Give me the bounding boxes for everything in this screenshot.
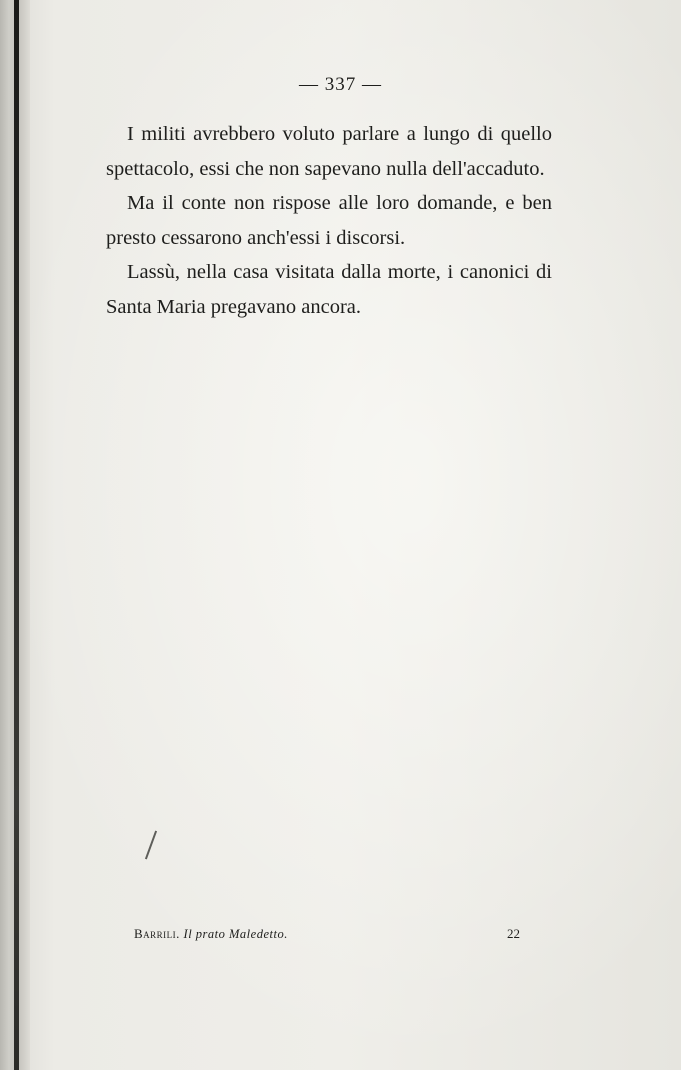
paragraph-2: Ma il conte non rispose alle loro domande, e ben presto cessarono anch'essi i discorsi. (106, 192, 552, 249)
pencil-mark (145, 831, 157, 860)
footer-author: Barrili. (134, 926, 180, 941)
footer-book-title (134, 926, 288, 942)
page-binding-edge (0, 0, 30, 1070)
page-number: — 337 — (299, 74, 382, 95)
binding-shadow-line (14, 0, 19, 1070)
paragraph-1: I militi avrebbero voluto parlare a lungo di quello spettacolo, essi che non sapevano nulla dell'accaduto. (106, 123, 552, 180)
body-text (106, 117, 552, 324)
paragraph-3: Lassù, nella casa visitata dalla morte, i canonici di Santa Maria pregavano ancora. (106, 261, 552, 318)
footer-title: Il prato Maledetto. (183, 927, 288, 941)
footer-signature-number: 22 (507, 926, 520, 941)
